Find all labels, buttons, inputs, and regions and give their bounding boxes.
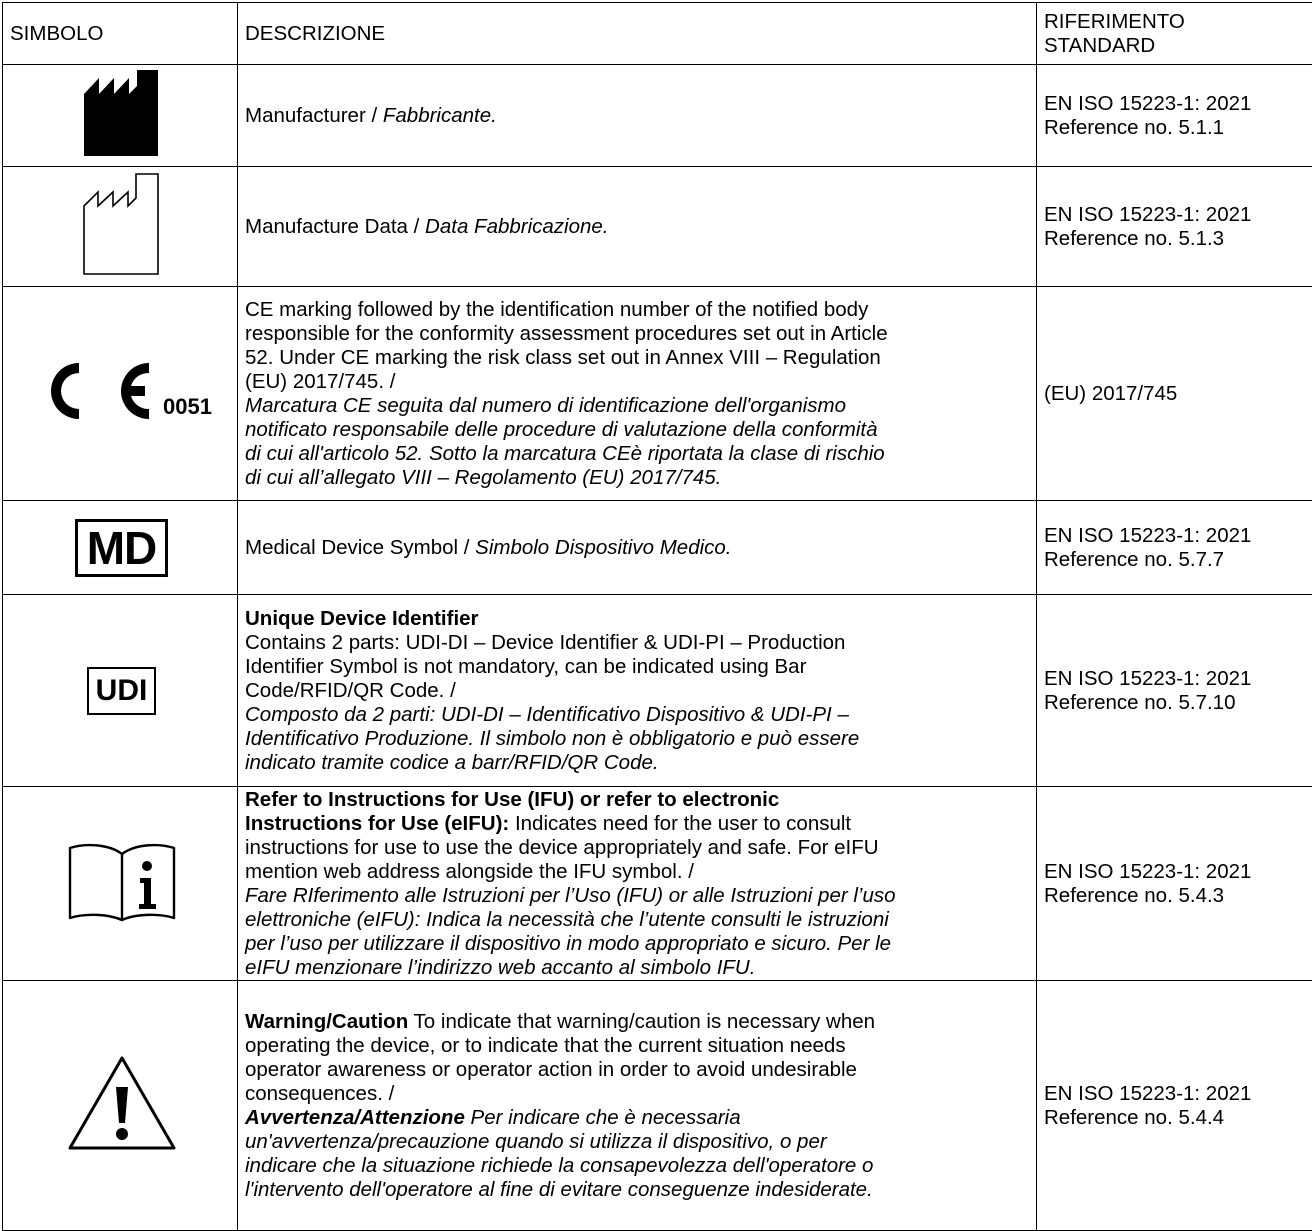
reference-standard: EN ISO 15223-1: 2021	[1044, 203, 1310, 227]
manufacturer-icon	[82, 68, 162, 158]
reference-number: Reference no. 5.1.3	[1044, 227, 1310, 251]
description-it-line: elettroniche (eIFU): Indica la necessità che l’utente consulti le istruzioni	[245, 908, 1032, 932]
header-descrizione: DESCRIZIONE	[238, 3, 1037, 65]
description-en-line: responsible for the conformity assessment procedures set out in Article	[245, 322, 1032, 346]
instructions-for-use-icon	[67, 840, 177, 922]
reference-standard: (EU) 2017/745	[1044, 382, 1310, 406]
description-it: Fabbricante.	[383, 104, 497, 127]
description-it-title: Avvertenza/Attenzione	[245, 1106, 465, 1129]
symbol-cell	[3, 65, 238, 167]
reference-standard: EN ISO 15223-1: 2021	[1044, 1082, 1310, 1106]
description-it-line: Fare RIferimento alle Istruzioni per l’Uso (IFU) or alle Istruzioni per l’uso	[245, 884, 1032, 908]
description-it-line: eIFU menzionare l’indirizzo web accanto al simbolo IFU.	[245, 956, 1032, 980]
description-it-part: Per indicare che è necessaria	[465, 1106, 741, 1129]
table-row	[3, 787, 1312, 981]
symbol-cell	[3, 981, 238, 1231]
description-en-line: operating the device, or to indicate that the current situation needs	[245, 1034, 1032, 1058]
description-en-line: operator awareness or operator action in order to avoid undesirable	[245, 1058, 1032, 1082]
description-title: Unique Device Identifier	[245, 607, 1032, 631]
reference-standard: EN ISO 15223-1: 2021	[1044, 92, 1310, 116]
reference-cell	[1037, 287, 1312, 501]
reference-cell	[1037, 787, 1312, 981]
reference-number: Reference no. 5.4.4	[1044, 1106, 1310, 1130]
description-en-line: consequences. /	[245, 1082, 1032, 1106]
description-it-line: di cui all'articolo 52. Sotto la marcatura CEè riportata la clase di rischio	[245, 442, 1032, 466]
udi-icon: UDI	[87, 667, 157, 715]
description-it: Data Fabbricazione.	[425, 215, 608, 238]
description-it-line: indicato tramite codice a barr/RFID/QR Code.	[245, 751, 1032, 775]
description-en-line: instructions for use to use the device appropriately and safe. For eIFU	[245, 836, 1032, 860]
reference-number: Reference no. 5.7.10	[1044, 691, 1310, 715]
description-en-line: Code/RFID/QR Code. /	[245, 679, 1032, 703]
description-it-line: per l’uso per utilizzare il dispositivo in modo appropriato e sicuro. Per le	[245, 932, 1032, 956]
table-row	[3, 65, 1312, 167]
description-it-line: di cui all’allegato VIII – Regolamento (EU) 2017/745.	[245, 466, 1032, 490]
symbol-cell	[3, 787, 238, 981]
medical-device-icon: MD	[75, 519, 169, 577]
description-en: Manufacturer /	[245, 104, 383, 127]
description-cell	[238, 595, 1037, 787]
description-en-line: mention web address alongside the IFU symbol. /	[245, 860, 1032, 884]
symbol-cell	[3, 167, 238, 287]
description-it-line	[245, 1106, 1032, 1130]
symbol-cell	[3, 501, 238, 595]
reference-standard: EN ISO 15223-1: 2021	[1044, 860, 1310, 884]
description-title: Refer to Instructions for Use (IFU) or refer to electronic	[245, 788, 1032, 812]
reference-number: Reference no. 5.4.3	[1044, 884, 1310, 908]
table-row	[3, 167, 1312, 287]
reference-standard: EN ISO 15223-1: 2021	[1044, 524, 1310, 548]
symbol-cell	[3, 287, 238, 501]
description-it-line: notificato responsabile delle procedure di valutazione della conformità	[245, 418, 1032, 442]
description-cell	[238, 787, 1037, 981]
description-cell	[238, 65, 1037, 167]
table-header-row	[3, 3, 1312, 65]
ce-mark-icon	[31, 359, 212, 423]
reference-cell	[1037, 167, 1312, 287]
description-cell	[238, 501, 1037, 595]
reference-number: Reference no. 5.7.7	[1044, 548, 1310, 572]
reference-number: Reference no. 5.1.1	[1044, 116, 1310, 140]
warning-icon	[66, 1053, 178, 1153]
description-it-line: l'intervento dell'operatore al fine di evitare conseguenze indesiderate.	[245, 1178, 1032, 1202]
symbols-table	[2, 2, 1312, 1231]
description-en-line	[245, 1010, 1032, 1034]
reference-cell	[1037, 65, 1312, 167]
description-en: Manufacture Data /	[245, 215, 425, 238]
reference-cell	[1037, 501, 1312, 595]
reference-cell	[1037, 595, 1312, 787]
header-riferimento	[1037, 3, 1312, 65]
header-riferimento-line2: STANDARD	[1044, 34, 1310, 58]
description-it-line: Marcatura CE seguita dal numero di identificazione dell'organismo	[245, 394, 1032, 418]
description-en-line: (EU) 2017/745. /	[245, 370, 1032, 394]
description-cell	[238, 981, 1037, 1231]
description-en-line: Identifier Symbol is not mandatory, can be indicated using Bar	[245, 655, 1032, 679]
reference-cell	[1037, 981, 1312, 1231]
description-cell	[238, 287, 1037, 501]
description-it: Simbolo Dispositivo Medico.	[475, 536, 731, 559]
description-title-part: Instructions for Use (eIFU):	[245, 812, 509, 835]
description-en-part: To indicate that warning/caution is necessary when	[408, 1010, 875, 1033]
description-title: Warning/Caution	[245, 1010, 408, 1033]
header-simbolo: SIMBOLO	[3, 3, 238, 65]
description-en-line: 52. Under CE marking the risk class set out in Annex VIII – Regulation	[245, 346, 1032, 370]
description-it-line: Identificativo Produzione. Il simbolo non è obbligatorio e può essere	[245, 727, 1032, 751]
table-row	[3, 287, 1312, 501]
header-riferimento-line1: RIFERIMENTO	[1044, 10, 1310, 34]
description-en: Medical Device Symbol /	[245, 536, 475, 559]
symbol-cell	[3, 595, 238, 787]
table-row	[3, 981, 1312, 1231]
description-it-line: Composto da 2 parti: UDI-DI – Identificativo Dispositivo & UDI-PI –	[245, 703, 1032, 727]
description-en-line: CE marking followed by the identification number of the notified body	[245, 298, 1032, 322]
description-cell	[238, 167, 1037, 287]
manufacture-date-icon	[82, 172, 162, 276]
table-row	[3, 595, 1312, 787]
description-it-line: indicare che la situazione richiede la consapevolezza dell'operatore o	[245, 1154, 1032, 1178]
reference-standard: EN ISO 15223-1: 2021	[1044, 667, 1310, 691]
description-en-part: Indicates need for the user to consult	[509, 812, 851, 835]
description-en-line: Contains 2 parts: UDI-DI – Device Identifier & UDI-PI – Production	[245, 631, 1032, 655]
notified-body-number: 0051	[163, 395, 212, 419]
description-title-line2	[245, 812, 1032, 836]
table-row	[3, 501, 1312, 595]
description-it-line: un'avvertenza/precauzione quando si utilizza il dispositivo, o per	[245, 1130, 1032, 1154]
